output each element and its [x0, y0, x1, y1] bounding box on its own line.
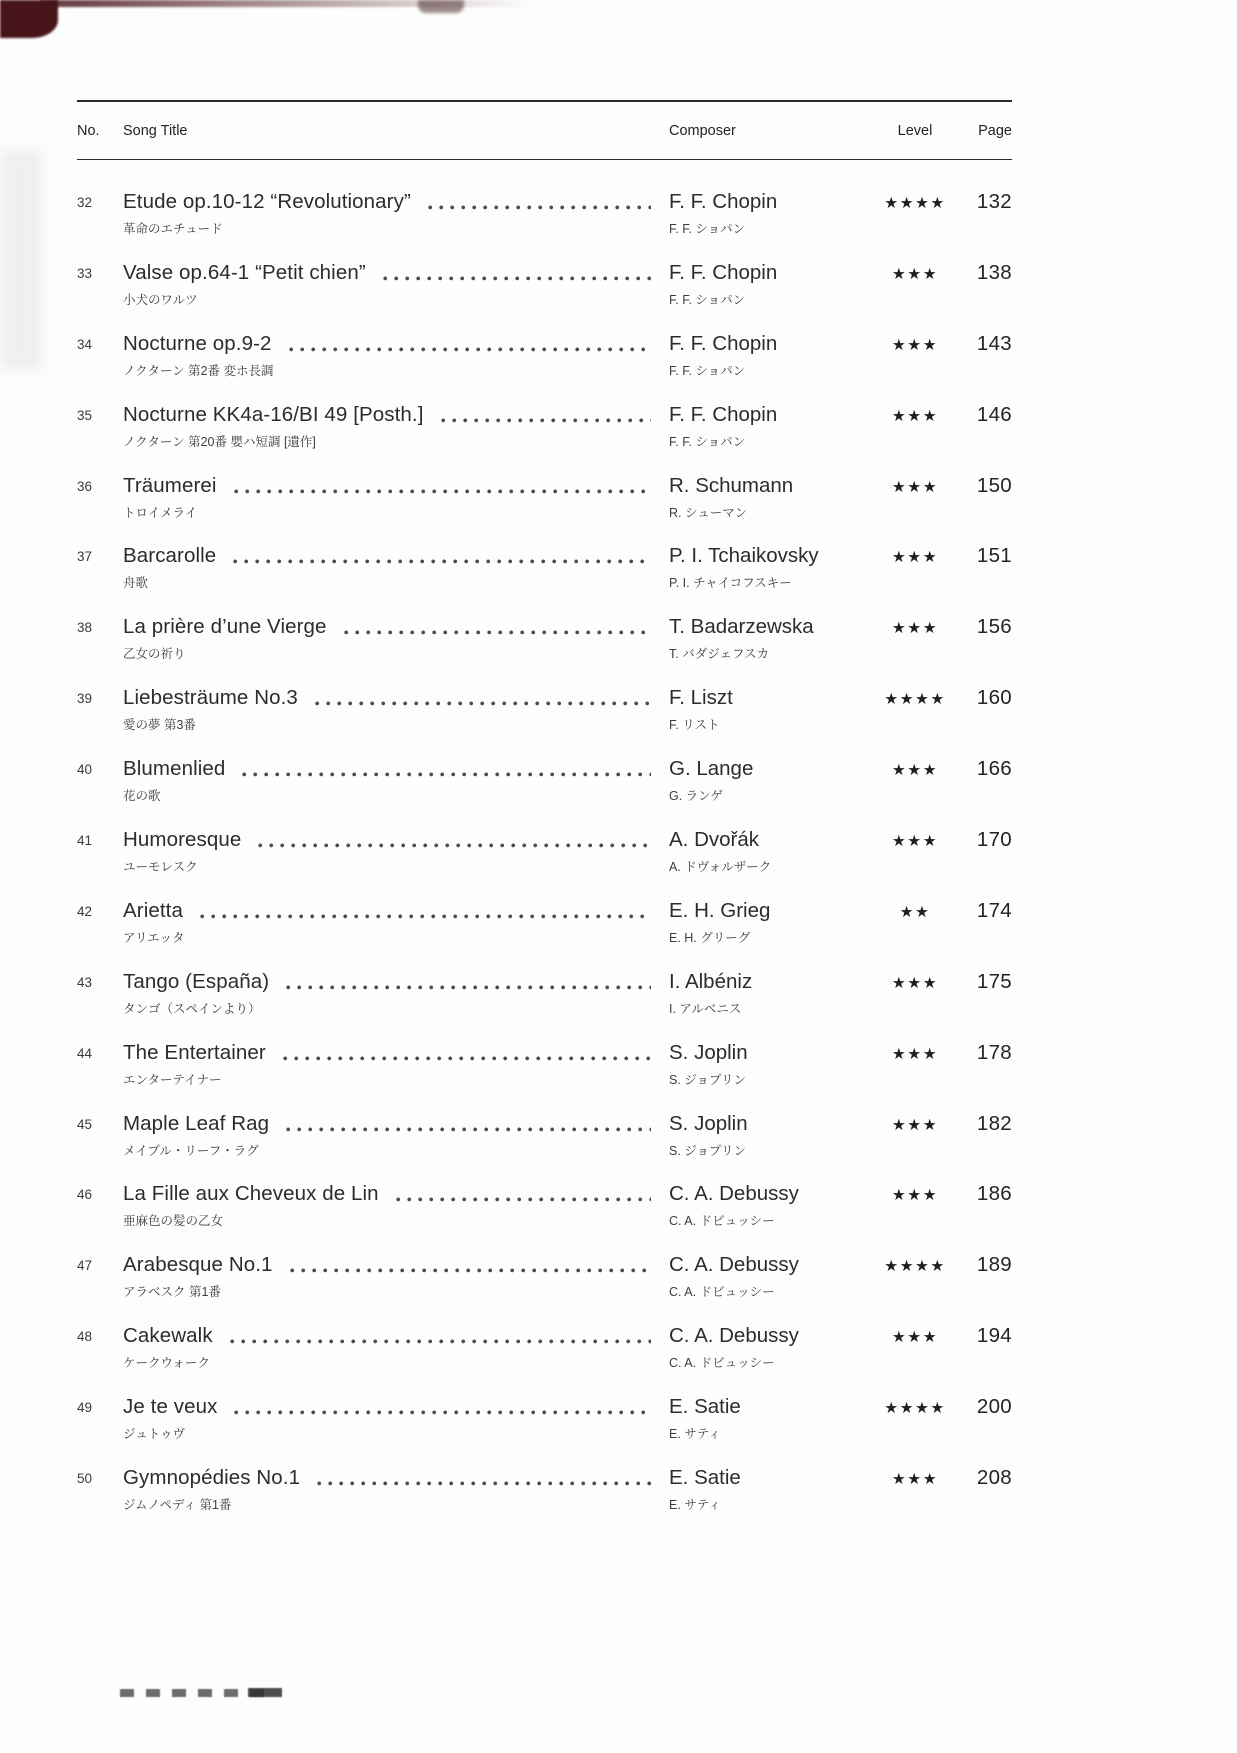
- composer-name-japanese: C. A. ドビュッシー: [669, 1214, 775, 1229]
- song-title-japanese: ユーモレスク: [123, 860, 198, 875]
- composer-name-japanese: R. シューマン: [669, 505, 748, 520]
- song-title-japanese: ジムノペディ 第1番: [123, 1498, 232, 1513]
- page-number: 200: [976, 1395, 1012, 1419]
- song-number: 38: [77, 620, 93, 636]
- song-title-japanese: 愛の夢 第3番: [123, 718, 196, 733]
- dot-leader: [289, 347, 651, 352]
- table-row: [77, 402, 1012, 473]
- page-number: 150: [976, 473, 1012, 497]
- song-number: 35: [77, 407, 93, 423]
- level-stars: ★★★: [891, 478, 939, 496]
- composer-cell: [669, 260, 875, 308]
- table-row: [77, 543, 1012, 614]
- song-title: Nocturne op.9-2: [123, 331, 272, 355]
- composer-name-japanese: F. F. ショパン: [669, 222, 746, 236]
- composer-cell: [669, 189, 875, 237]
- composer-name: E. Satie: [669, 1466, 741, 1490]
- dot-leader: [286, 985, 651, 990]
- song-title-line: [123, 189, 669, 214]
- song-title-cell: [123, 1394, 669, 1442]
- song-title-japanese: アリエッタ: [123, 930, 185, 945]
- composer-name-japanese: F. F. ショパン: [669, 363, 746, 378]
- song-title-japanese: メイプル・リーフ・ラグ: [123, 1143, 259, 1158]
- song-title-cell: [123, 331, 669, 379]
- song-title-line: [123, 1465, 669, 1490]
- song-title-line: [123, 1040, 669, 1065]
- composer-name: F. Liszt: [669, 686, 733, 710]
- composer-cell: [669, 1394, 875, 1442]
- page-number: 178: [976, 1040, 1012, 1064]
- composer-name: A. Dvořák: [669, 828, 759, 852]
- page-number: 132: [976, 190, 1012, 213]
- composer-name-japanese: S. ジョプリン: [669, 1072, 747, 1087]
- table-header-row: [77, 102, 1012, 159]
- song-title-japanese: ノクターン 第20番 嬰ハ短調 [遺作]: [123, 434, 316, 449]
- song-title: Je te veux: [123, 1395, 218, 1419]
- composer-name: E. H. Grieg: [669, 898, 771, 922]
- level-stars: ★★★: [891, 1329, 939, 1347]
- composer-name-japanese: A. ドヴォルザーク: [669, 860, 772, 875]
- dot-leader: [383, 276, 651, 281]
- song-title-cell: [123, 189, 669, 237]
- page-number: 143: [976, 331, 1012, 355]
- song-title-line: [123, 1323, 669, 1348]
- page-number: 138: [976, 260, 1012, 284]
- composer-name: E. Satie: [669, 1395, 741, 1419]
- song-number: 47: [77, 1258, 93, 1274]
- composer-name: S. Joplin: [669, 1040, 748, 1064]
- composer-cell: [669, 1252, 875, 1300]
- song-title: Blumenlied: [123, 757, 226, 781]
- composer-cell: [669, 543, 875, 591]
- song-title-japanese: ジュトゥヴ: [123, 1427, 185, 1442]
- level-stars: ★★★: [891, 336, 939, 354]
- dot-leader: [286, 1127, 651, 1132]
- song-title-japanese: 舟歌: [123, 576, 149, 591]
- composer-name-japanese: S. ジョプリン: [669, 1143, 747, 1158]
- composer-name: C. A. Debussy: [669, 1182, 799, 1206]
- composer-cell: [669, 685, 875, 733]
- song-title: Barcarolle: [123, 544, 217, 568]
- table-row: [77, 685, 1012, 756]
- song-title-japanese: 乙女の祈り: [123, 647, 186, 662]
- dot-leader: [200, 914, 651, 919]
- song-title: Cakewalk: [123, 1324, 213, 1348]
- level-stars: ★★★: [891, 265, 939, 283]
- page-number: 166: [976, 757, 1012, 781]
- page-number: 175: [976, 969, 1012, 993]
- composer-cell: [669, 756, 875, 804]
- header-page: Page: [978, 122, 1012, 139]
- table-row: [77, 1323, 1012, 1394]
- song-number: 48: [77, 1329, 93, 1345]
- table-row: [77, 473, 1012, 544]
- song-title-cell: [123, 898, 669, 946]
- dot-leader: [344, 630, 651, 635]
- song-title-japanese: アラベスク 第1番: [123, 1285, 221, 1300]
- level-stars: ★★★★: [884, 1400, 946, 1418]
- song-title-line: [123, 473, 669, 498]
- song-title-line: [123, 1111, 669, 1136]
- dot-leader: [317, 1481, 651, 1486]
- page-number: 170: [976, 828, 1012, 852]
- song-title-japanese: エンターテイナー: [123, 1072, 222, 1087]
- song-title-japanese: 花の歌: [123, 789, 161, 804]
- song-title-cell: [123, 1465, 669, 1513]
- song-number: 37: [77, 549, 93, 565]
- song-title-japanese: 亜麻色の髪の乙女: [123, 1214, 224, 1229]
- song-number: 49: [77, 1400, 93, 1416]
- composer-cell: [669, 1181, 875, 1229]
- composer-cell: [669, 969, 875, 1017]
- table-row: [77, 1111, 1012, 1182]
- table-row: [77, 1252, 1012, 1323]
- song-title: Nocturne KK4a-16/BI 49 [Posth.]: [123, 402, 424, 426]
- song-title-cell: [123, 1252, 669, 1300]
- dot-leader: [233, 559, 651, 564]
- level-stars: ★★★★: [884, 691, 946, 709]
- table-row: [77, 898, 1012, 969]
- composer-cell: [669, 473, 875, 521]
- song-title-line: [123, 614, 669, 639]
- song-title-line: [123, 543, 669, 568]
- song-title: Liebesträume No.3: [123, 686, 298, 710]
- song-title-japanese: トロイメライ: [123, 505, 198, 520]
- song-number: 42: [77, 903, 93, 919]
- song-title-cell: [123, 543, 669, 591]
- header-composer: Composer: [669, 122, 736, 139]
- song-title-cell: [123, 756, 669, 804]
- cutoff-next-row-text: [120, 1689, 270, 1697]
- table-of-contents: [77, 100, 1012, 1536]
- song-title-line: [123, 756, 669, 781]
- level-stars: ★★★: [891, 407, 939, 425]
- table-row: [77, 614, 1012, 685]
- dot-leader: [234, 489, 651, 494]
- song-title-line: [123, 1181, 669, 1206]
- composer-name-japanese: G. ランゲ: [669, 789, 723, 804]
- song-title: Arietta: [123, 898, 183, 922]
- level-stars: ★★★: [891, 1045, 939, 1063]
- composer-cell: [669, 1111, 875, 1159]
- song-title-cell: [123, 473, 669, 521]
- song-number: 44: [77, 1045, 93, 1061]
- song-title: Humoresque: [123, 828, 242, 852]
- composer-name-japanese: I. アルベニス: [669, 1001, 742, 1016]
- composer-name-japanese: F. リスト: [669, 718, 720, 733]
- composer-name-japanese: E. H. グリーグ: [669, 930, 751, 945]
- song-title-cell: [123, 827, 669, 875]
- header-no: No.: [77, 122, 100, 139]
- level-stars: ★★: [899, 903, 931, 921]
- header-bottom-rule: [77, 159, 1012, 160]
- song-list: [77, 189, 1012, 1536]
- song-title-japanese: タンゴ（スペインより）: [123, 1001, 261, 1016]
- song-number: 39: [77, 691, 93, 707]
- song-title-line: [123, 260, 669, 285]
- composer-cell: [669, 898, 875, 946]
- cutoff-next-row-block: [248, 1688, 282, 1697]
- song-title-line: [123, 685, 669, 710]
- song-title: Etude op.10-12 “Revolutionary”: [123, 190, 411, 213]
- composer-name-japanese: E. サティ: [669, 1427, 721, 1442]
- composer-name-japanese: T. バダジェフスカ: [669, 647, 769, 662]
- composer-name-japanese: C. A. ドビュッシー: [669, 1285, 775, 1300]
- level-stars: ★★★: [891, 1116, 939, 1134]
- song-title-line: [123, 331, 669, 356]
- composer-name-japanese: F. F. ショパン: [669, 434, 746, 449]
- table-row: [77, 1040, 1012, 1111]
- level-stars: ★★★★: [884, 1258, 946, 1276]
- dot-leader: [283, 1056, 651, 1061]
- level-stars: ★★★: [891, 1187, 939, 1205]
- composer-cell: [669, 827, 875, 875]
- song-title: Valse op.64-1 “Petit chien”: [123, 260, 366, 284]
- composer-cell: [669, 1040, 875, 1088]
- dot-leader: [234, 1410, 651, 1415]
- song-title-japanese: ノクターン 第2番 変ホ長調: [123, 363, 274, 378]
- composer-name: G. Lange: [669, 757, 754, 781]
- scan-artifact-top-left-corner: [0, 0, 58, 38]
- table-row: [77, 331, 1012, 402]
- table-row: [77, 1181, 1012, 1252]
- page-number: 151: [976, 544, 1012, 568]
- composer-name: F. F. Chopin: [669, 402, 778, 426]
- song-title-cell: [123, 1323, 669, 1371]
- composer-cell: [669, 331, 875, 379]
- page-number: 182: [976, 1111, 1012, 1135]
- page-number: 189: [976, 1253, 1012, 1277]
- song-title-japanese: 小犬のワルツ: [123, 292, 198, 307]
- composer-name-japanese: P. I. チャイコフスキー: [669, 576, 792, 591]
- song-title: Gymnopédies No.1: [123, 1466, 301, 1490]
- table-row: [77, 827, 1012, 898]
- composer-cell: [669, 1323, 875, 1371]
- header-level: Level: [897, 122, 933, 139]
- page-number: 194: [976, 1324, 1012, 1348]
- dot-leader: [441, 418, 651, 423]
- song-number: 34: [77, 336, 93, 352]
- song-number: 46: [77, 1187, 93, 1203]
- song-title-cell: [123, 969, 669, 1017]
- song-title: The Entertainer: [123, 1040, 266, 1064]
- song-number: 40: [77, 762, 93, 778]
- song-title: Maple Leaf Rag: [123, 1111, 270, 1135]
- level-stars: ★★★: [891, 833, 939, 851]
- level-stars: ★★★: [891, 620, 939, 638]
- song-title-japanese: 革命のエチュード: [123, 222, 223, 236]
- song-number: 43: [77, 974, 93, 990]
- composer-name: T. Badarzewska: [669, 615, 814, 639]
- song-title-cell: [123, 1040, 669, 1088]
- song-title-cell: [123, 1181, 669, 1229]
- song-number: 33: [77, 265, 93, 281]
- song-title-cell: [123, 402, 669, 450]
- song-title-line: [123, 402, 669, 427]
- page-number: 174: [976, 898, 1012, 922]
- page-number: 146: [976, 402, 1012, 426]
- composer-name: R. Schumann: [669, 473, 794, 497]
- song-title-line: [123, 1252, 669, 1277]
- song-title-cell: [123, 614, 669, 662]
- song-number: 41: [77, 833, 93, 849]
- dot-leader: [290, 1268, 651, 1273]
- page-number: 186: [976, 1182, 1012, 1206]
- level-stars: ★★★: [891, 1471, 939, 1489]
- composer-name: C. A. Debussy: [669, 1253, 799, 1277]
- composer-name: S. Joplin: [669, 1111, 748, 1135]
- level-stars: ★★★★: [884, 195, 946, 212]
- table-row: [77, 1465, 1012, 1536]
- song-number: 45: [77, 1116, 93, 1132]
- song-title-cell: [123, 260, 669, 308]
- song-number: 36: [77, 478, 93, 494]
- composer-name: C. A. Debussy: [669, 1324, 799, 1348]
- song-title-japanese: ケークウォーク: [123, 1356, 211, 1371]
- song-title: Arabesque No.1: [123, 1253, 273, 1277]
- composer-name-japanese: E. サティ: [669, 1498, 721, 1513]
- dot-leader: [230, 1339, 651, 1344]
- level-stars: ★★★: [891, 974, 939, 992]
- dot-leader: [242, 772, 651, 777]
- table-row: [77, 260, 1012, 331]
- composer-name: I. Albéniz: [669, 969, 753, 993]
- song-title-cell: [123, 1111, 669, 1159]
- table-row: [77, 189, 1012, 260]
- scan-artifact-left-smudge: [0, 150, 42, 370]
- table-row: [77, 756, 1012, 827]
- composer-name-japanese: F. F. ショパン: [669, 292, 746, 307]
- dot-leader: [396, 1197, 651, 1202]
- scan-artifact-top-speck: [418, 0, 464, 13]
- dot-leader: [428, 205, 651, 210]
- page-number: 156: [976, 615, 1012, 639]
- level-stars: ★★★: [891, 762, 939, 780]
- song-number: 32: [77, 195, 93, 210]
- dot-leader: [258, 843, 651, 848]
- scan-artifact-top-streak: [40, 0, 530, 7]
- table-row: [77, 1394, 1012, 1465]
- composer-name: P. I. Tchaikovsky: [669, 544, 819, 568]
- song-title: Träumerei: [123, 473, 217, 497]
- composer-cell: [669, 614, 875, 662]
- table-row: [77, 969, 1012, 1040]
- song-title-line: [123, 1394, 669, 1419]
- composer-cell: [669, 402, 875, 450]
- page-number: 160: [976, 686, 1012, 710]
- composer-name-japanese: C. A. ドビュッシー: [669, 1356, 775, 1371]
- composer-name: F. F. Chopin: [669, 331, 778, 355]
- song-title: La prière d’une Vierge: [123, 615, 327, 639]
- dot-leader: [315, 701, 651, 706]
- page-number: 208: [976, 1466, 1012, 1490]
- composer-name: F. F. Chopin: [669, 190, 778, 213]
- composer-name: F. F. Chopin: [669, 260, 778, 284]
- song-title-line: [123, 827, 669, 852]
- level-stars: ★★★: [891, 549, 939, 567]
- song-title: Tango (España): [123, 969, 270, 993]
- header-song-title: Song Title: [123, 122, 188, 139]
- song-title-cell: [123, 685, 669, 733]
- song-title-line: [123, 969, 669, 994]
- song-title: La Fille aux Cheveux de Lin: [123, 1182, 379, 1206]
- song-number: 50: [77, 1471, 93, 1487]
- song-title-line: [123, 898, 669, 923]
- composer-cell: [669, 1465, 875, 1513]
